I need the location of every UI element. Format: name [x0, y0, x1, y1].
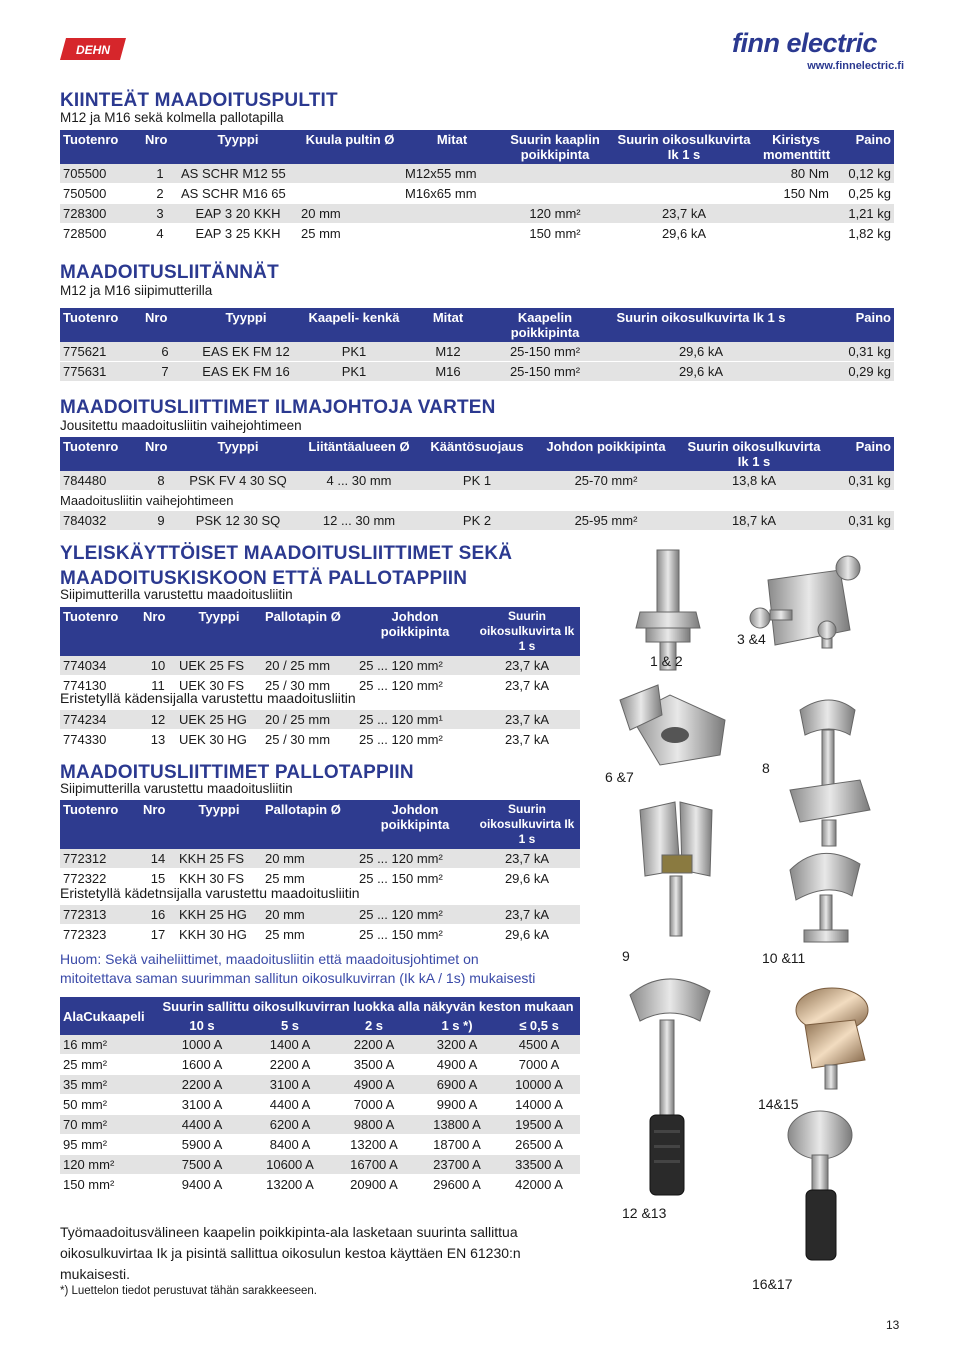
- current-cell: 13800 A: [416, 1115, 498, 1135]
- cell: KKH 25 FS: [176, 849, 262, 869]
- cell: 25 mm: [262, 869, 356, 889]
- current-cell: 4500 A: [498, 1035, 580, 1055]
- th-paino: Paino: [804, 308, 894, 342]
- cell: 3: [142, 204, 178, 224]
- th-dur-05s: ≤ 0,5 s: [498, 1016, 580, 1035]
- cell: 23,7 kA: [474, 849, 580, 869]
- current-cell: 23700 A: [416, 1155, 498, 1175]
- table-row: [60, 511, 894, 531]
- cell: PSK 12 30 SQ: [180, 511, 296, 531]
- current-cell: 33500 A: [498, 1155, 580, 1175]
- cell: 20 mm: [262, 905, 356, 925]
- cell: 25 ... 150 mm²: [356, 869, 474, 889]
- cell: 1,82 kg: [832, 224, 894, 244]
- finn-url-text: www.finnelectric.fi: [807, 60, 904, 72]
- cell: M12: [404, 342, 492, 362]
- table-row: [60, 184, 894, 204]
- cell: EAS EK FM 16: [188, 362, 304, 382]
- section4-label-b: Eristetyllä kädensijalla varustettu maadoitusliitin: [60, 690, 356, 706]
- current-cell: 9800 A: [332, 1115, 416, 1135]
- th-tyyppi: Tyyppi: [176, 800, 262, 849]
- current-cell: 9900 A: [416, 1095, 498, 1115]
- th-paino: Paino: [828, 437, 894, 471]
- current-cell: 13200 A: [248, 1175, 332, 1195]
- current-cell: 14000 A: [498, 1095, 580, 1115]
- current-cell: 1000 A: [156, 1035, 248, 1055]
- current-cell: 3100 A: [248, 1075, 332, 1095]
- cell: 20 mm: [298, 204, 402, 224]
- table-row: [60, 1055, 580, 1075]
- table-row: [60, 204, 894, 224]
- cell: 11: [140, 676, 176, 696]
- cell: 10: [140, 656, 176, 676]
- th-oikosulku: Suurin oikosulkuvirta Ik 1 s: [680, 437, 828, 471]
- product-ball-stud-bar: [750, 556, 860, 648]
- current-cell: 10600 A: [248, 1155, 332, 1175]
- cell: 23,7 kA: [474, 710, 580, 730]
- cell: [298, 164, 402, 184]
- table-liitannat: [60, 308, 894, 382]
- cell: 13,8 kA: [680, 471, 828, 491]
- section3-subtitle: Jousitettu maadoitusliitin vaihejohtimeen: [60, 418, 302, 433]
- table-row: [60, 342, 894, 362]
- cell: 25 / 30 mm: [262, 676, 356, 696]
- cell: 80 Nm: [760, 164, 832, 184]
- cell: [608, 164, 760, 184]
- table-kiinteat: [60, 130, 894, 244]
- page-number: 13: [886, 1318, 900, 1332]
- cell: 25 ... 120 mm²: [356, 676, 474, 696]
- cell: 4 ... 30 mm: [296, 471, 422, 491]
- cell: 25 ... 150 mm²: [356, 925, 474, 945]
- th-tyyppi: Tyyppi: [188, 308, 304, 342]
- current-cell: 7000 A: [332, 1095, 416, 1115]
- cell: 25 ... 120 mm²: [356, 730, 474, 750]
- cell: 1,21 kg: [832, 204, 894, 224]
- cell: 774130: [60, 676, 140, 696]
- cell: UEK 30 FS: [176, 676, 262, 696]
- th-nro: Nro: [142, 130, 178, 164]
- th-johdon-poikkipinta: Johdon poikkipinta: [356, 800, 474, 849]
- cell: 150 mm²: [502, 224, 608, 244]
- table-ilmajohto: [60, 437, 894, 531]
- cell: 0,25 kg: [832, 184, 894, 204]
- cell: [402, 204, 502, 224]
- footnote: *) Luettelon tiedot perustuvat tähän sarakkeeseen.: [60, 1285, 318, 1297]
- cell: 29,6 kA: [598, 342, 804, 362]
- cell: UEK 25 FS: [176, 656, 262, 676]
- cell: PK1: [304, 362, 404, 382]
- th-tuotenro: Tuotenro: [60, 607, 140, 656]
- cell: 23,7 kA: [474, 730, 580, 750]
- section3-title: MAADOITUSLIITTIMET ILMAJOHTOJA VARTEN: [60, 397, 496, 418]
- cell: 750500: [60, 184, 142, 204]
- th-group: Suurin sallittu oikosulkuvirran luokka alla näkyvän keston mukaan: [156, 997, 580, 1016]
- cell: UEK 25 HG: [176, 710, 262, 730]
- section5-title: MAADOITUSLIITTIMET PALLOTAPPIIN: [60, 762, 414, 783]
- th-tyyppi: Tyyppi: [176, 607, 262, 656]
- cell: 4: [142, 224, 178, 244]
- section4-title-line2: MAADOITUSKISKOON ETTÄ PALLOTAPPIIN: [60, 568, 468, 589]
- cell: UEK 30 HG: [176, 730, 262, 750]
- current-cell: 29600 A: [416, 1175, 498, 1195]
- cell: EAS EK FM 12: [188, 342, 304, 362]
- cell: EAP 3 20 KKH: [178, 204, 298, 224]
- th-tyyppi: Tyyppi: [178, 130, 298, 164]
- section4-title-line1: YLEISKÄYTTÖISET MAADOITUSLIITTIMET SEKÄ: [60, 543, 513, 564]
- explanation-paragraph: Työmaadoitusvälineen kaapelin poikkipinta-ala lasketaan suurinta sallittua oikosulkuvirtaa Ik ja pisintä sallittua oikosulun kestoa käyttäen EN 61230:n mukaisesti.: [60, 1224, 521, 1282]
- table-row: [60, 710, 580, 730]
- current-cell: 4400 A: [248, 1095, 332, 1115]
- table-row: [60, 656, 580, 676]
- current-cell: 13200 A: [332, 1135, 416, 1155]
- th-nro: Nro: [140, 800, 176, 849]
- table-row: [60, 491, 894, 511]
- cell: 150 Nm: [760, 184, 832, 204]
- product-clamp-8: [790, 700, 870, 846]
- cell: [608, 184, 760, 204]
- section2-title: MAADOITUSLIITÄNNÄT: [60, 262, 279, 283]
- th-pallotappi: Pallotapin Ø: [262, 607, 356, 656]
- current-cell: 1600 A: [156, 1055, 248, 1075]
- current-cell: 19500 A: [498, 1115, 580, 1135]
- cell: 25 ... 120 mm²: [356, 905, 474, 925]
- current-cell: 6200 A: [248, 1115, 332, 1135]
- current-cell: 26500 A: [498, 1135, 580, 1155]
- th-poikkipinta: Kaapelin poikkipinta: [492, 308, 598, 342]
- table-row: [60, 1035, 580, 1055]
- cell: 775621: [60, 342, 142, 362]
- table-yleiskayttoiset-b: [60, 710, 580, 750]
- cable-size-cell: 35 mm²: [60, 1075, 156, 1095]
- cell: 23,7 kA: [474, 905, 580, 925]
- cell: 0,29 kg: [804, 362, 894, 382]
- section1-title: KIINTEÄT MAADOITUSPULTIT: [60, 90, 338, 111]
- label-3-4: 3 &4: [737, 631, 766, 647]
- current-cell: 4400 A: [156, 1115, 248, 1135]
- label-1-2: 1 & 2: [650, 653, 683, 669]
- current-cell: 16700 A: [332, 1155, 416, 1175]
- cell: 25 mm: [262, 925, 356, 945]
- th-kuula: Kuula pultin Ø: [298, 130, 402, 164]
- cell: M12x55 mm: [402, 164, 502, 184]
- section2-subtitle: M12 ja M16 siipimutterilla: [60, 283, 213, 298]
- current-cell: 6900 A: [416, 1075, 498, 1095]
- cell: 29,6 kA: [608, 224, 760, 244]
- product-clamp-9: [640, 802, 712, 936]
- cell: 772323: [60, 925, 140, 945]
- cell: 0,31 kg: [828, 511, 894, 531]
- th-nro: Nro: [142, 308, 188, 342]
- cell: 12 ... 30 mm: [296, 511, 422, 531]
- table-pallotappiin: [60, 800, 580, 889]
- cell: 6: [142, 342, 188, 362]
- cell: KKH 30 HG: [176, 925, 262, 945]
- warning-line1: Huom: Sekä vaiheliittimet, maadoitusliitin että maadoitusjohtimet on: [60, 951, 479, 967]
- table-row: [60, 905, 580, 925]
- cell: PK1: [304, 342, 404, 362]
- current-cell: 42000 A: [498, 1175, 580, 1195]
- table-row: [60, 471, 894, 491]
- th-liitantaalue: Liitäntäalueen Ø: [296, 437, 422, 471]
- cell: 7: [142, 362, 188, 382]
- cell: 16: [140, 905, 176, 925]
- current-cell: 20900 A: [332, 1175, 416, 1195]
- table-row: [60, 1135, 580, 1155]
- current-cell: 3100 A: [156, 1095, 248, 1115]
- cell: M16: [404, 362, 492, 382]
- cell: 25 ... 120 mm²: [356, 656, 474, 676]
- current-cell: 2200 A: [156, 1075, 248, 1095]
- cell: [760, 224, 832, 244]
- cell: 25-95 mm²: [532, 511, 680, 531]
- table-row: [60, 849, 580, 869]
- th-dur-10s: 10 s: [156, 1016, 248, 1035]
- cell: [502, 164, 608, 184]
- table-row: [60, 1075, 580, 1095]
- cable-size-cell: 150 mm²: [60, 1175, 156, 1195]
- cell: 14: [140, 849, 176, 869]
- th-dur-2s: 2 s: [332, 1016, 416, 1035]
- cell: 9: [142, 511, 180, 531]
- th-mitat: Mitat: [404, 308, 492, 342]
- th-tuotenro: Tuotenro: [60, 437, 142, 471]
- label-14-15: 14&15: [758, 1096, 799, 1112]
- cell: 772322: [60, 869, 140, 889]
- cell: 25 ... 120 mm¹: [356, 710, 474, 730]
- th-oikosulku: Suurin oikosulkuvirta Ik 1 s: [608, 130, 760, 164]
- table-row: [60, 1115, 580, 1135]
- current-cell: 4900 A: [416, 1055, 498, 1075]
- cell: 25-70 mm²: [532, 471, 680, 491]
- cell: 25 mm: [298, 224, 402, 244]
- cell: 774234: [60, 710, 140, 730]
- th-oikosulku: Suurin oikosulkuvirta Ik 1 s: [598, 308, 804, 342]
- th-dur-1s: 1 s *): [416, 1016, 498, 1035]
- current-cell: 4900 A: [332, 1075, 416, 1095]
- th-oikosulku: Suurin oikosulkuvirta Ik 1 s: [474, 800, 580, 849]
- cell: 2: [142, 184, 178, 204]
- current-cell: 8400 A: [248, 1135, 332, 1155]
- label-10-11: 10 &11: [762, 950, 806, 966]
- table-pallotappiin-b: [60, 905, 580, 945]
- product-ball-clamp: [796, 988, 868, 1089]
- current-cell: 5900 A: [156, 1135, 248, 1155]
- cable-size-cell: 95 mm²: [60, 1135, 156, 1155]
- th-tyyppi: Tyyppi: [180, 437, 296, 471]
- cell: 23,7 kA: [608, 204, 760, 224]
- current-cell: 7000 A: [498, 1055, 580, 1075]
- th-nro: Nro: [140, 607, 176, 656]
- cell: 8: [142, 471, 180, 491]
- cell: EAP 3 25 KKH: [178, 224, 298, 244]
- cell: 17: [140, 925, 176, 945]
- th-alacukaapeli: AlaCukaapeli: [60, 997, 156, 1035]
- label-6-7: 6 &7: [605, 769, 634, 785]
- table-oikosulkuvirta: [60, 997, 580, 1195]
- product-insulated-ball-clamp: [788, 1111, 852, 1260]
- th-tuotenro: Tuotenro: [60, 130, 142, 164]
- th-kaaplin: Suurin kaaplin poikkipinta: [502, 130, 608, 164]
- cell: 705500: [60, 164, 142, 184]
- th-dur-5s: 5 s: [248, 1016, 332, 1035]
- cell: 23,7 kA: [474, 676, 580, 696]
- cell: 772313: [60, 905, 140, 925]
- section5-label-b: Eristetyllä kädetnsijalla varustettu maadoitusliitin: [60, 885, 360, 901]
- th-kaapelikenka: Kaapeli- kenkä: [304, 308, 404, 342]
- th-johdon-poikkipinta: Johdon poikkipinta: [356, 607, 474, 656]
- cable-size-cell: 25 mm²: [60, 1055, 156, 1075]
- cell: 784032: [60, 511, 142, 531]
- cell: 15: [140, 869, 176, 889]
- cell: 18,7 kA: [680, 511, 828, 531]
- cell: 774330: [60, 730, 140, 750]
- current-cell: 3500 A: [332, 1055, 416, 1075]
- product-insulated-clamp: [630, 979, 710, 1195]
- th-tuotenro: Tuotenro: [60, 800, 140, 849]
- cell: 29,6 kA: [474, 869, 580, 889]
- cell: 20 / 25 mm: [262, 656, 356, 676]
- th-tuotenro: Tuotenro: [60, 308, 142, 342]
- cell: PSK FV 4 30 SQ: [180, 471, 296, 491]
- cell: 25 ... 120 mm²: [356, 849, 474, 869]
- cell: 0,31 kg: [804, 342, 894, 362]
- svg-text:DEHN: DEHN: [75, 43, 111, 57]
- cell: PK 1: [422, 471, 532, 491]
- cell: 775631: [60, 362, 142, 382]
- cell: [298, 184, 402, 204]
- cell: 728500: [60, 224, 142, 244]
- table-row: [60, 362, 894, 382]
- table-row: [60, 164, 894, 184]
- cell: KKH 30 FS: [176, 869, 262, 889]
- cell: PK 2: [422, 511, 532, 531]
- cell: AS SCHR M16 65: [178, 184, 298, 204]
- table-row: [60, 224, 894, 244]
- cell: 12: [140, 710, 176, 730]
- th-kaantosuojaus: Kääntösuojaus: [422, 437, 532, 471]
- cell: 29,6 kA: [474, 925, 580, 945]
- cable-size-cell: 120 mm²: [60, 1155, 156, 1175]
- th-johdon-poikkipinta: Johdon poikkipinta: [532, 437, 680, 471]
- middle-label: Maadoitusliitin vaihejohtimeen: [60, 491, 894, 511]
- cable-size-cell: 70 mm²: [60, 1115, 156, 1135]
- cell: 25-150 mm²: [492, 342, 598, 362]
- cell: [402, 224, 502, 244]
- current-cell: 1400 A: [248, 1035, 332, 1055]
- cell: [760, 204, 832, 224]
- cell: [502, 184, 608, 204]
- cell: 784480: [60, 471, 142, 491]
- warning-line2: mitoitettava saman suurimman sallitun oikosulkuvirran (Ik kA / 1s) mukaisesti: [60, 970, 536, 986]
- label-9: 9: [622, 948, 630, 964]
- table-row: [60, 1095, 580, 1115]
- current-cell: 3200 A: [416, 1035, 498, 1055]
- th-pallotappi: Pallotapin Ø: [262, 800, 356, 849]
- current-cell: 10000 A: [498, 1075, 580, 1095]
- cell: 774034: [60, 656, 140, 676]
- current-cell: 9400 A: [156, 1175, 248, 1195]
- cell: 20 mm: [262, 849, 356, 869]
- cell: M16x65 mm: [402, 184, 502, 204]
- current-cell: 18700 A: [416, 1135, 498, 1155]
- finn-brand-text: finn electric: [732, 28, 878, 58]
- product-wing-nut-lug: [620, 685, 725, 765]
- table-yleiskayttoiset: [60, 607, 580, 696]
- section5-subtitle: Siipimutterilla varustettu maadoitusliitin: [60, 781, 293, 796]
- cell: 0,12 kg: [832, 164, 894, 184]
- label-8: 8: [762, 760, 770, 776]
- cell: 772312: [60, 849, 140, 869]
- table-row: [60, 925, 580, 945]
- label-12-13: 12 &13: [622, 1205, 667, 1221]
- cell: 20 / 25 mm: [262, 710, 356, 730]
- cell: 29,6 kA: [598, 362, 804, 382]
- cell: 728300: [60, 204, 142, 224]
- cell: 23,7 kA: [474, 656, 580, 676]
- current-cell: 7500 A: [156, 1155, 248, 1175]
- section4-subtitle: Siipimutterilla varustettu maadoitusliitin: [60, 587, 293, 602]
- section1-subtitle: M12 ja M16 sekä kolmella pallotapilla: [60, 110, 284, 125]
- table-row: [60, 1155, 580, 1175]
- finn-electric-logo: [732, 28, 904, 74]
- cell: 0,31 kg: [828, 471, 894, 491]
- th-oikosulku: Suurin oikosulkuvirta Ik 1 s: [474, 607, 580, 656]
- current-cell: 2200 A: [248, 1055, 332, 1075]
- cell: 25 / 30 mm: [262, 730, 356, 750]
- cell: 1: [142, 164, 178, 184]
- product-clamp-10-11: [790, 853, 860, 942]
- table-row: [60, 1175, 580, 1195]
- cable-size-cell: 16 mm²: [60, 1035, 156, 1055]
- label-16-17: 16&17: [752, 1276, 793, 1292]
- cell: AS SCHR M12 55: [178, 164, 298, 184]
- cable-size-cell: 50 mm²: [60, 1095, 156, 1115]
- th-mitat: Mitat: [402, 130, 502, 164]
- th-kiristys: Kiristys momenttitt: [760, 130, 832, 164]
- cell: KKH 25 HG: [176, 905, 262, 925]
- product-bolt: [636, 550, 700, 670]
- cell: 13: [140, 730, 176, 750]
- current-cell: 2200 A: [332, 1035, 416, 1055]
- th-paino: Paino: [832, 130, 894, 164]
- table-row: [60, 730, 580, 750]
- cell: 25-150 mm²: [492, 362, 598, 382]
- th-nro: Nro: [142, 437, 180, 471]
- cell: 120 mm²: [502, 204, 608, 224]
- dehn-logo: [58, 34, 128, 64]
